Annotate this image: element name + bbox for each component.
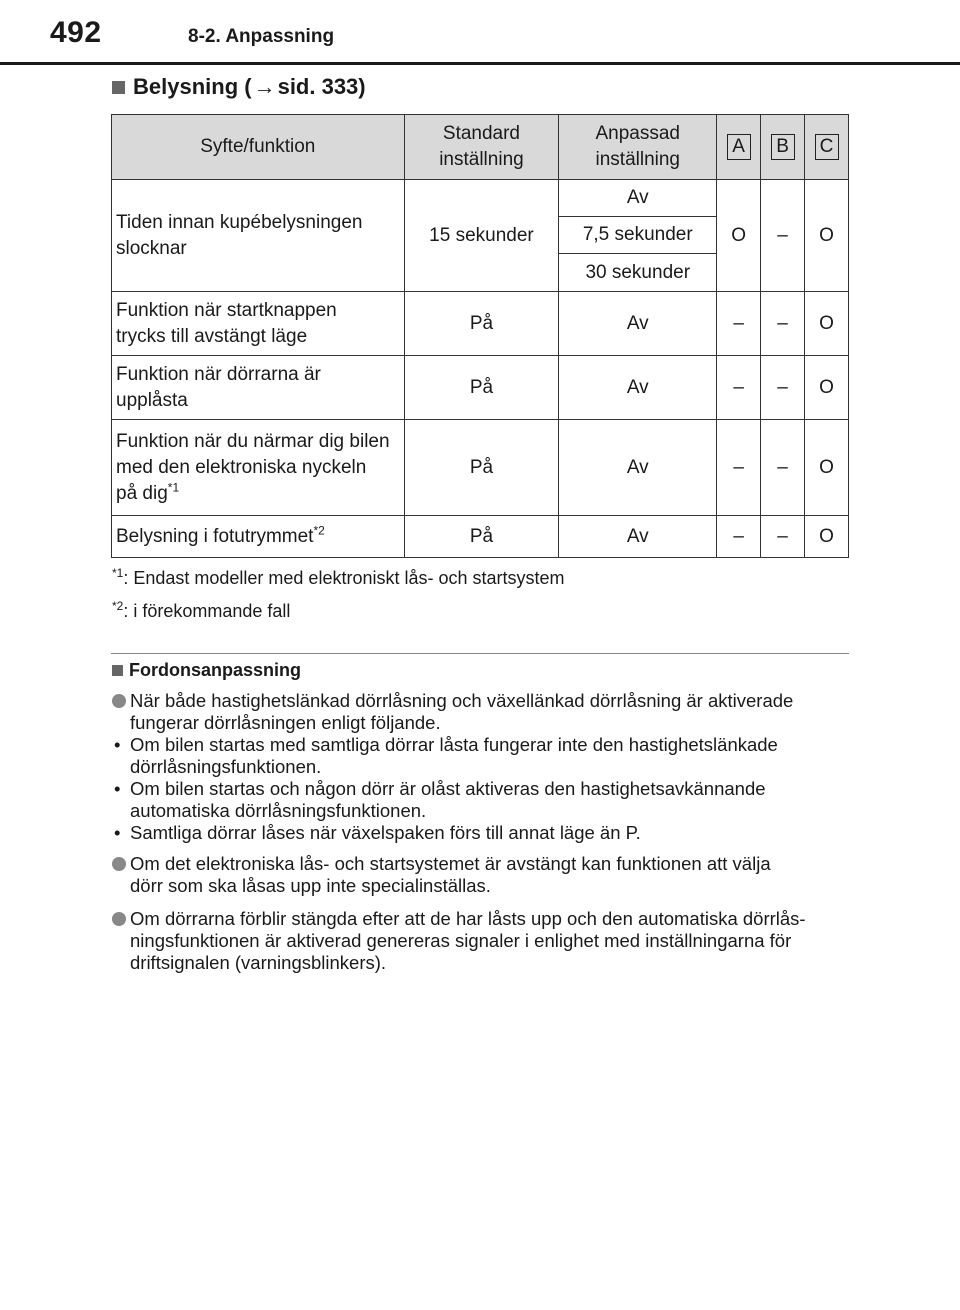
settings-table <box>111 114 849 558</box>
table-row <box>112 292 849 356</box>
list-item: • Om bilen startas med samtliga dörrar låsta fungerar inte den hastighetslänkade dörrlåsningsfunktionen. <box>114 734 778 777</box>
row5-c: O <box>805 516 849 558</box>
footnote-2: $^{*2}$: i förekommande fall <box>112 599 291 621</box>
row1-b: – <box>761 180 805 292</box>
list-item: • Om bilen startas och någon dörr är olåst aktiveras den hastighetsavkännande automatiska dörrlåsningsfunktionen. <box>114 778 766 821</box>
section-title-ref: sid. 333) <box>277 74 366 99</box>
row1-a: O <box>717 180 761 292</box>
row2-purpose: Funktion när startknappen trycks till avstängt läge <box>112 292 405 356</box>
table-header-row <box>112 115 849 180</box>
row1-custom-1: Av <box>559 180 717 217</box>
row2-a: – <box>717 292 761 356</box>
subsection-heading: Fordonsanpassning <box>112 660 301 681</box>
header-c: C <box>805 115 849 180</box>
section-divider <box>111 653 849 654</box>
footnote-ref-2: *2 <box>313 523 325 538</box>
header-rule <box>0 62 960 65</box>
row5-b: – <box>761 516 805 558</box>
row4-standard: På <box>404 420 559 516</box>
row4-purpose: Funktion när du närmar dig bilen med den elektroniska nyckeln på dig$^{*1}$ <box>112 420 405 516</box>
row4-a: – <box>717 420 761 516</box>
section-title <box>112 74 366 100</box>
header-standard: Standard inställning <box>404 115 559 180</box>
footnote-ref-1: *1 <box>167 480 180 495</box>
row5-a: – <box>717 516 761 558</box>
section-title-text: Belysning ( <box>133 74 252 99</box>
row5-standard: På <box>404 516 559 558</box>
row5-purpose: Belysning i fotutrymmet$^{*2}$ <box>112 516 405 558</box>
footnote-1: $^{*1}$: Endast modeller med elektroniskt lås- och startsystem <box>112 566 565 588</box>
arrow-icon: → <box>253 74 276 99</box>
table-row <box>112 420 849 516</box>
list-item: • Samtliga dörrar låses när växelspaken förs till annat läge än P. <box>114 822 641 843</box>
row2-custom: Av <box>559 292 717 356</box>
row2-c: O <box>805 292 849 356</box>
row3-c: O <box>805 356 849 420</box>
row2-standard: På <box>404 292 559 356</box>
header-custom: Anpassad inställning <box>559 115 717 180</box>
row4-custom: Av <box>559 420 717 516</box>
table-row <box>112 180 849 217</box>
row1-custom-3: 30 sekunder <box>559 254 717 292</box>
row2-b: – <box>761 292 805 356</box>
circle-bullet-icon <box>112 857 126 871</box>
paragraph-smart-key: Om det elektroniska lås- och startsystemet är avstängt kan funktionen att välja dörr som ska låsas upp inte specialinställas. <box>112 853 857 897</box>
row1-purpose: Tiden innan kupébelysningen slocknar <box>112 180 405 292</box>
row1-standard: 15 sekunder <box>404 180 559 292</box>
table-row <box>112 516 849 558</box>
header-a: A <box>717 115 761 180</box>
row3-purpose: Funktion när dörrarna är upplåsta <box>112 356 405 420</box>
row5-custom: Av <box>559 516 717 558</box>
circle-bullet-icon <box>112 912 126 926</box>
table-row <box>112 356 849 420</box>
row1-custom-2: 7,5 sekunder <box>559 217 717 254</box>
square-bullet-icon <box>112 81 125 94</box>
row3-custom: Av <box>559 356 717 420</box>
page-header <box>0 0 960 66</box>
row1-c: O <box>805 180 849 292</box>
chapter-title: 8-2. Anpassning <box>188 26 335 47</box>
row4-b: – <box>761 420 805 516</box>
header-purpose: Syfte/funktion <box>112 115 405 180</box>
row3-a: – <box>717 356 761 420</box>
paragraph-signals: Om dörrarna förblir stängda efter att de har låsts upp och den automatiska dörrlås- ningsfunktionen är aktiverad genereras signaler i enlighet med inställningarna för driftsignalen (varningsblinkers). <box>112 908 857 974</box>
row4-c: O <box>805 420 849 516</box>
circle-bullet-icon <box>112 694 126 708</box>
page-number: 492 <box>50 16 102 49</box>
paragraph-door-locking: När både hastighetslänkad dörrlåsning och växellänkad dörrlåsning är aktiverade fungerar dörrlåsningen enligt följande. • Om bilen startas med samtliga dörrar låsta fungerar inte den hastighetslänkade dörrlåsningsfunktionen. • Om bilen startas och någon dörr är olåst aktiveras den hastighetsavkännande automatiska dörrlåsningsfunktionen. • Samtliga dörrar låses när växelspaken förs till annat läge än P. <box>112 690 857 844</box>
header-b: B <box>761 115 805 180</box>
row3-standard: På <box>404 356 559 420</box>
square-bullet-icon <box>112 665 123 676</box>
row3-b: – <box>761 356 805 420</box>
